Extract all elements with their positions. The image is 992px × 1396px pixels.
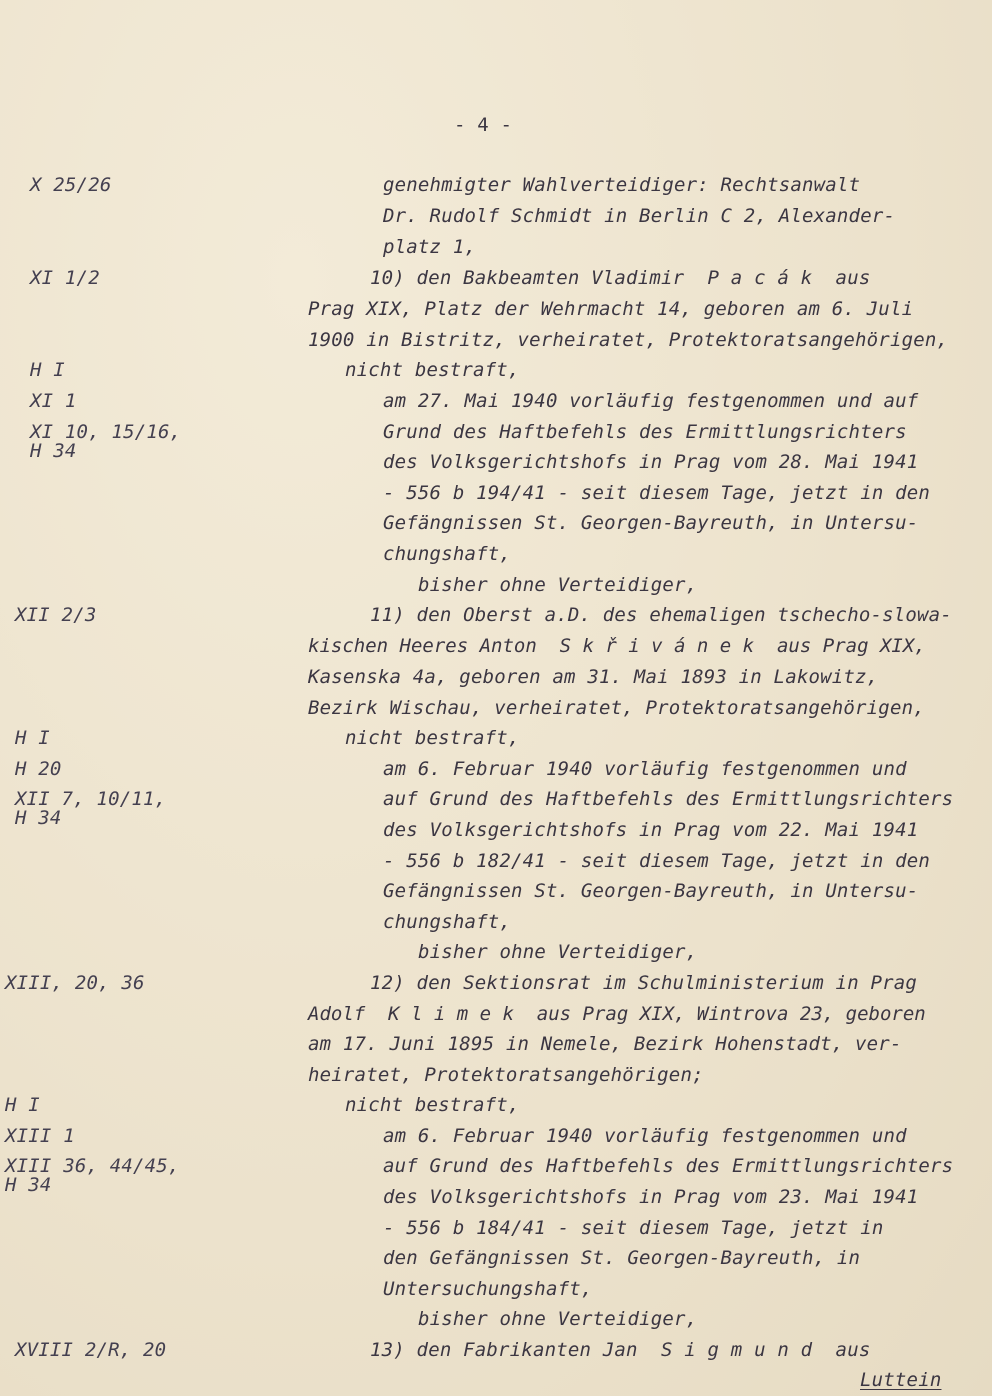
body-line: nicht bestraft, xyxy=(345,359,520,381)
body-line: auf Grund des Haftbefehls des Ermittlungsrichters xyxy=(383,1155,954,1177)
margin-note: XVIII 2/R, 20 xyxy=(15,1339,167,1361)
body-line: Grund des Haftbefehls des Ermittlungsrichters xyxy=(383,421,907,443)
margin-note: H I xyxy=(30,359,65,381)
body-line: 1900 in Bistritz, verheiratet, Protektoratsangehörigen, xyxy=(308,329,949,351)
body-line: Prag XIX, Platz der Wehrmacht 14, geboren am 6. Juli xyxy=(308,298,914,320)
margin-note: XIII 36, 44/45, xyxy=(5,1155,180,1177)
body-line: 13) den Fabrikanten Jan S i g m u n d aus xyxy=(370,1339,871,1361)
margin-note: H 20 xyxy=(15,758,62,780)
body-line: Gefängnissen St. Georgen-Bayreuth, in Untersu- xyxy=(383,512,919,534)
margin-note: XIII 1 xyxy=(5,1125,75,1147)
body-line: nicht bestraft, xyxy=(345,727,520,749)
body-line: des Volksgerichtshofs in Prag vom 28. Mai 1941 xyxy=(383,451,919,473)
body-line: kischen Heeres Anton S k ř i v á n e k aus Prag XIX, xyxy=(308,635,926,657)
body-line: nicht bestraft, xyxy=(345,1094,520,1116)
body-line: Gefängnissen St. Georgen-Bayreuth, in Untersu- xyxy=(383,880,919,902)
body-line: 10) den Bakbeamten Vladimir P a c á k aus xyxy=(370,267,871,289)
page-number: - 4 - xyxy=(454,114,513,136)
margin-note: XIII, 20, 36 xyxy=(5,972,145,994)
body-line: Kasenska 4a, geboren am 31. Mai 1893 in Lakowitz, xyxy=(308,666,879,688)
body-line: chungshaft, xyxy=(383,911,512,933)
body-line: bisher ohne Verteidiger, xyxy=(418,574,698,596)
body-line: chungshaft, xyxy=(383,543,512,565)
body-line: 11) den Oberst a.D. des ehemaligen tschecho-slowa- xyxy=(370,604,952,626)
margin-note: H 34 xyxy=(15,807,62,829)
body-line: am 27. Mai 1940 vorläufig festgenommen und auf xyxy=(383,390,919,412)
body-line: - 556 b 184/41 - seit diesem Tage, jetzt in xyxy=(383,1217,884,1239)
body-line: bisher ohne Verteidiger, xyxy=(418,1308,698,1330)
margin-note: H 34 xyxy=(30,440,77,462)
body-line: heiratet, Protektoratsangehörigen; xyxy=(308,1064,704,1086)
body-line: des Volksgerichtshofs in Prag vom 22. Mai 1941 xyxy=(383,819,919,841)
catchword: Luttein xyxy=(860,1369,942,1391)
margin-note: XII 2/3 xyxy=(15,604,97,626)
margin-note: X 25/26 xyxy=(30,174,112,196)
body-line: - 556 b 194/41 - seit diesem Tage, jetzt in den xyxy=(383,482,931,504)
body-line: am 6. Februar 1940 vorläufig festgenommen und xyxy=(383,1125,907,1147)
body-line: genehmigter Wahlverteidiger: Rechtsanwalt xyxy=(383,174,861,196)
body-line: bisher ohne Verteidiger, xyxy=(418,941,698,963)
body-line: platz 1, xyxy=(383,236,477,258)
body-line: - 556 b 182/41 - seit diesem Tage, jetzt in den xyxy=(383,850,931,872)
body-line: Bezirk Wischau, verheiratet, Protektoratsangehörigen, xyxy=(308,697,925,719)
body-line: des Volksgerichtshofs in Prag vom 23. Mai 1941 xyxy=(383,1186,919,1208)
margin-note: XI 1/2 xyxy=(30,267,100,289)
body-line: am 6. Februar 1940 vorläufig festgenommen und xyxy=(383,758,907,780)
body-line: Adolf K l i m e k aus Prag XIX, Wintrova 23, geboren xyxy=(308,1003,926,1025)
body-line: Dr. Rudolf Schmidt in Berlin C 2, Alexander- xyxy=(383,205,896,227)
body-line: 12) den Sektionsrat im Schulministerium in Prag xyxy=(370,972,918,994)
body-line: auf Grund des Haftbefehls des Ermittlungsrichters xyxy=(383,788,954,810)
margin-note: XI 10, 15/16, xyxy=(30,421,182,443)
margin-note: XII 7, 10/11, xyxy=(15,788,167,810)
margin-note: H I xyxy=(15,727,50,749)
body-line: Untersuchungshaft, xyxy=(383,1278,593,1300)
margin-note: H I xyxy=(5,1094,40,1116)
margin-note: H 34 xyxy=(5,1174,52,1196)
body-line: am 17. Juni 1895 in Nemele, Bezirk Hohenstadt, ver- xyxy=(308,1033,902,1055)
margin-note: XI 1 xyxy=(30,390,77,412)
body-line: den Gefängnissen St. Georgen-Bayreuth, in xyxy=(383,1247,861,1269)
